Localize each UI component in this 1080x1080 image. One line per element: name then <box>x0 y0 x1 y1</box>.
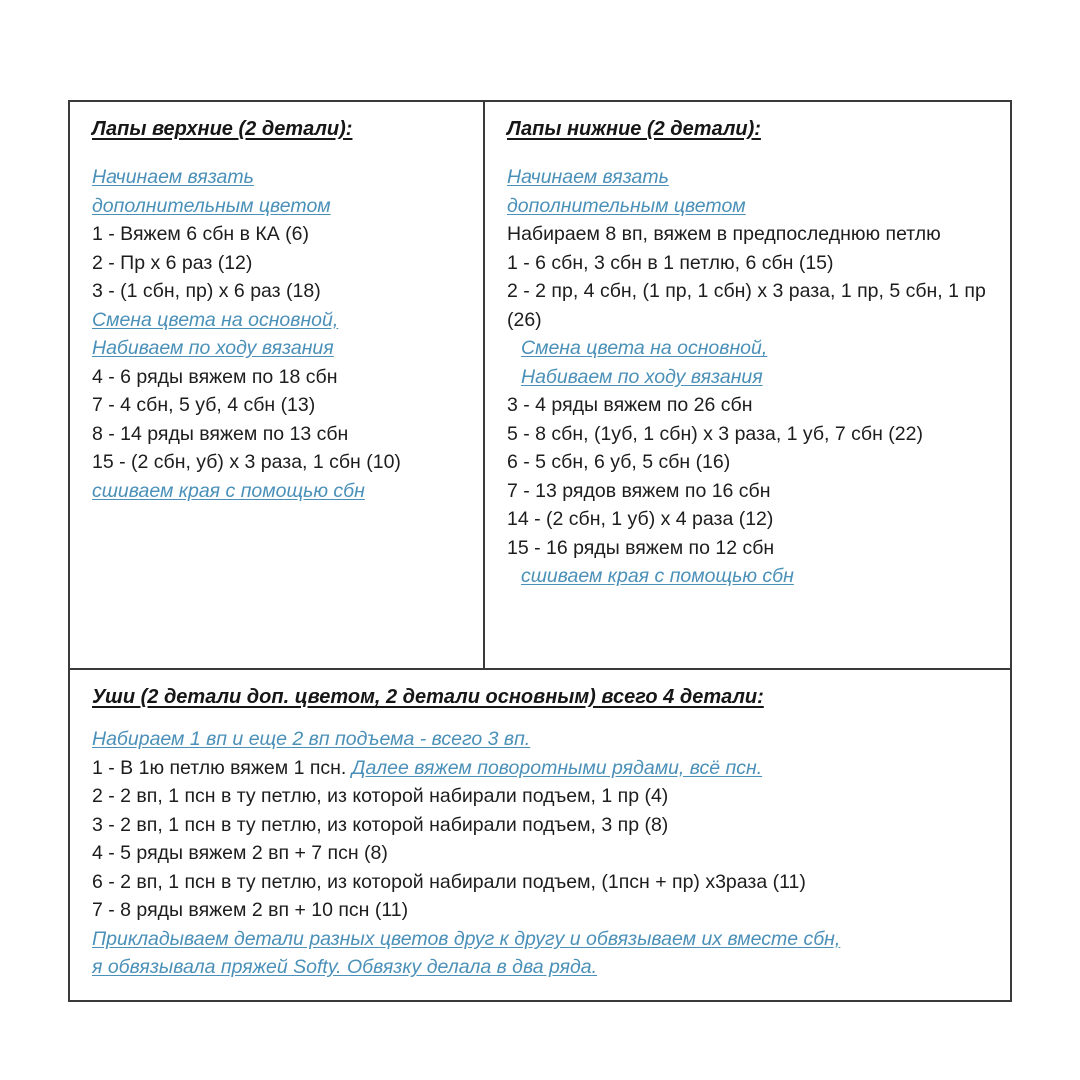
lower-paws-line-7: Набиваем по ходу вязания <box>521 365 763 388</box>
upper-paws-line-7: Набиваем по ходу вязания <box>92 337 334 359</box>
upper-paws-line-10: 8 - 14 ряды вяжем по 13 сбн <box>92 422 349 445</box>
upper-paws-line-3: 1 - Вяжем 6 сбн в КА (6) <box>92 223 309 245</box>
upper-paws-line-8: 4 - 6 ряды вяжем по 18 сбн <box>92 365 338 388</box>
section-upper-paws <box>70 102 485 668</box>
ears-line-2-note: Далее вяжем поворотными рядами, всё псн. <box>351 756 763 779</box>
upper-paws-line-4: 2 - Пр х 6 раз (12) <box>92 251 253 274</box>
lower-paws-line-8: 3 - 4 ряды вяжем по 26 сбн <box>507 394 753 416</box>
ears-line-3: 2 - 2 вп, 1 псн в ту петлю, из которой набирали подъем, 1 пр (4) <box>92 785 669 807</box>
lower-paws-line-12: 14 - (2 сбн, 1 уб) х 4 раза (12) <box>507 508 774 530</box>
section-ears <box>70 668 1010 1000</box>
upper-paws-line-9: 7 - 4 сбн, 5 уб, 4 сбн (13) <box>92 394 316 416</box>
lower-paws-body <box>507 149 996 654</box>
ears-line-4: 3 - 2 вп, 1 псн в ту петлю, из которой набирали подъем, 3 пр (8) <box>92 813 669 836</box>
lower-paws-line-4: 1 - 6 сбн, 3 сбн в 1 петлю, 6 сбн (15) <box>507 251 834 274</box>
section-title-upper-paws: Лапы верхние (2 детали): <box>92 118 353 140</box>
lower-paws-line-3: Набираем 8 вп, вяжем в предпоследнюю петлю <box>507 223 941 245</box>
ears-line-8: Прикладываем детали разных цветов друг к другу и обвязываем их вместе сбн, <box>92 927 841 950</box>
ears-line-2-plain: 1 - В 1ю петлю вяжем 1 псн. <box>92 756 352 779</box>
section-lower-paws <box>485 102 1010 668</box>
lower-paws-line-13: 15 - 16 ряды вяжем по 12 сбн <box>507 536 775 559</box>
ears-line-6: 6 - 2 вп, 1 псн в ту петлю, из которой набирали подъем, (1псн + пр) х3раза (11) <box>92 870 806 893</box>
ears-line-5: 4 - 5 ряды вяжем 2 вп + 7 псн (8) <box>92 842 388 864</box>
lower-paws-line-1: Начинаем вязать <box>507 166 669 188</box>
lower-paws-line-14: сшиваем края с помощью сбн <box>521 565 794 587</box>
upper-paws-line-5: 3 - (1 сбн, пр) х 6 раз (18) <box>92 280 321 302</box>
upper-paws-line-1: Начинаем вязать <box>92 166 254 188</box>
ears-line-1: Набираем 1 вп и еще 2 вп подъема - всего 3 вп. <box>92 728 531 750</box>
lower-paws-line-11: 7 - 13 рядов вяжем по 16 сбн <box>507 479 771 502</box>
ears-line-7: 7 - 8 ряды вяжем 2 вп + 10 псн (11) <box>92 899 409 921</box>
lower-paws-line-2: дополнительным цветом <box>507 194 746 217</box>
upper-paws-line-2: дополнительным цветом <box>92 194 331 217</box>
ears-line-9: я обвязывала пряжей Softy. Обвязку делала в два ряда. <box>92 956 598 978</box>
lower-paws-line-10: 6 - 5 сбн, 6 уб, 5 сбн (16) <box>507 451 731 473</box>
upper-paws-line-11: 15 - (2 сбн, уб) х 3 раза, 1 сбн (10) <box>92 451 401 473</box>
lower-paws-line-9: 5 - 8 сбн, (1уб, 1 сбн) х 3 раза, 1 уб, 7 сбн (22) <box>507 422 923 445</box>
ears-line-2 <box>92 754 996 783</box>
section-title-lower-paws: Лапы нижние (2 детали): <box>507 118 761 140</box>
lower-paws-line-6: Смена цвета на основной, <box>521 337 768 359</box>
upper-paws-line-12: сшиваем края с помощью сбн <box>92 479 365 502</box>
section-title-ears: Уши (2 детали доп. цветом, 2 детали основным) всего 4 детали: <box>92 686 764 708</box>
upper-paws-body <box>92 149 469 654</box>
upper-paws-line-6: Смена цвета на основной, <box>92 308 339 331</box>
top-row <box>70 102 1010 668</box>
lower-paws-line-5: 2 - 2 пр, 4 сбн, (1 пр, 1 сбн) х 3 раза, 1 пр, 5 сбн, 1 пр (26) <box>507 280 992 331</box>
pattern-sheet <box>68 100 1012 1002</box>
